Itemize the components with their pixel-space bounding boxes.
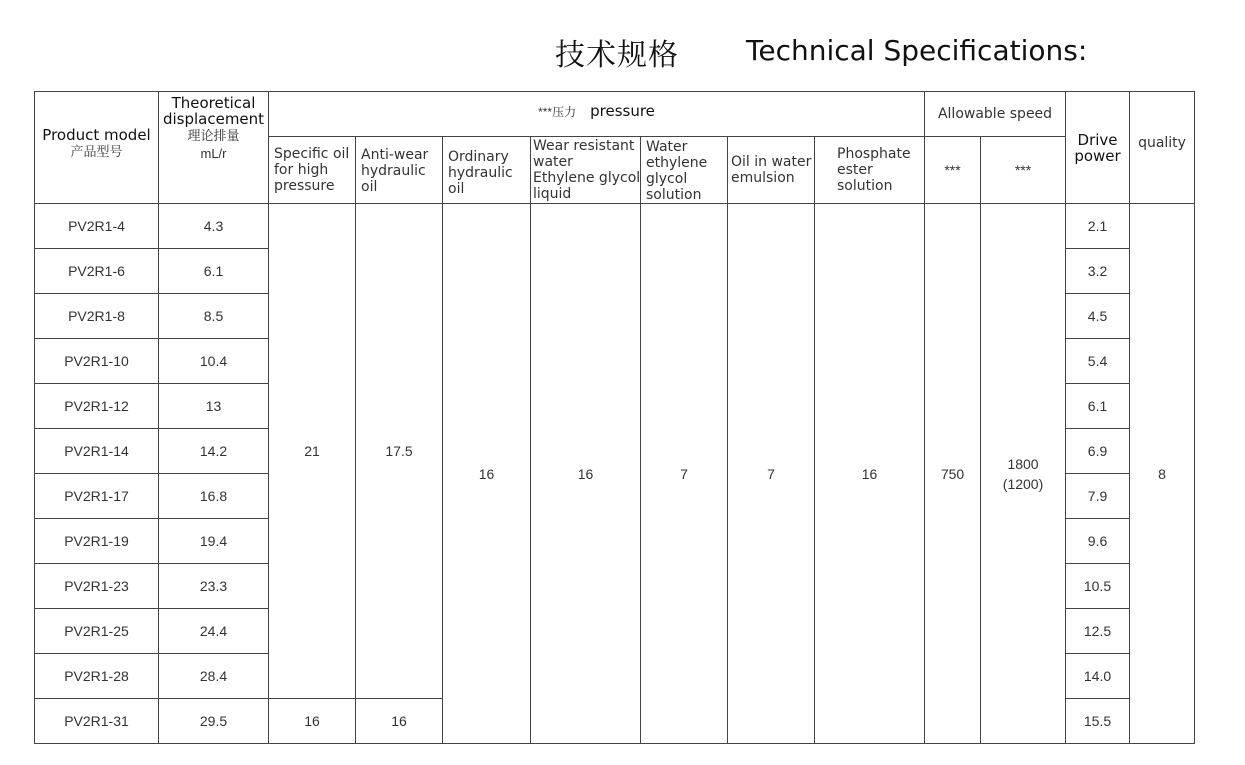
header-fluid-specific-oil-line3: pressure	[274, 178, 335, 194]
cell-model: PV2R1-6	[35, 249, 159, 294]
header-fluid-ordinary-line2: hydraulic	[448, 165, 513, 181]
header-pressure-en: pressure	[590, 102, 655, 120]
cell-model: PV2R1-31	[35, 699, 159, 744]
header-fluid-wear-resistant-line4: liquid	[533, 186, 572, 202]
cell-displacement: 4.3	[159, 204, 269, 249]
cell-model: PV2R1-8	[35, 294, 159, 339]
cell-model: PV2R1-28	[35, 654, 159, 699]
cell-model: PV2R1-14	[35, 429, 159, 474]
cell-drive-power: 14.0	[1066, 654, 1130, 699]
header-fluid-anti-wear-line1: Anti-wear	[361, 147, 429, 163]
page-title-cn: 技术规格	[555, 38, 679, 73]
header-displacement-line1: Theoretical	[171, 94, 256, 112]
header-fluid-specific-oil	[269, 137, 356, 204]
cell-model: PV2R1-25	[35, 609, 159, 654]
cell-displacement: 8.5	[159, 294, 269, 339]
cell-speed2	[981, 204, 1066, 744]
header-fluid-water-ethylene-line4: solution	[646, 187, 702, 203]
header-pressure	[269, 92, 925, 137]
cell-drive-power: 6.9	[1066, 429, 1130, 474]
cell-displacement: 14.2	[159, 429, 269, 474]
header-drive-power	[1066, 92, 1130, 204]
header-speed-sub2: ***	[981, 137, 1066, 204]
page-title-en: Technical Specifications:	[746, 34, 1088, 67]
cell-drive-power: 15.5	[1066, 699, 1130, 744]
cell-model: PV2R1-17	[35, 474, 159, 519]
header-fluid-ordinary-line3: oil	[448, 181, 465, 197]
cell-model: PV2R1-19	[35, 519, 159, 564]
cell-displacement: 19.4	[159, 519, 269, 564]
header-displacement-cn: 理论排量	[187, 128, 240, 143]
cell-water-ethylene: 7	[641, 204, 728, 744]
cell-quality: 8	[1130, 204, 1195, 744]
spec-table	[34, 91, 1195, 744]
cell-drive-power: 12.5	[1066, 609, 1130, 654]
cell-drive-power: 2.1	[1066, 204, 1130, 249]
cell-ordinary: 16	[443, 204, 531, 744]
header-fluid-specific-oil-line1: Specific oil	[274, 146, 350, 162]
cell-displacement: 10.4	[159, 339, 269, 384]
cell-anti-wear: 17.5	[356, 204, 443, 699]
header-product-model-en: Product model	[42, 125, 151, 144]
cell-speed2-paren: (1200)	[1002, 475, 1044, 492]
header-fluid-anti-wear-line2: hydraulic	[361, 163, 426, 179]
cell-displacement: 24.4	[159, 609, 269, 654]
cell-displacement: 29.5	[159, 699, 269, 744]
cell-specific-oil: 21	[269, 204, 356, 699]
header-product-model	[35, 92, 159, 204]
header-fluid-water-ethylene	[641, 137, 728, 204]
cell-model: PV2R1-23	[35, 564, 159, 609]
header-quality: quality	[1130, 92, 1195, 204]
header-fluid-wear-resistant-line3: Ethylene glycol	[533, 170, 640, 186]
cell-displacement: 28.4	[159, 654, 269, 699]
header-speed-sub1: ***	[925, 137, 981, 204]
header-fluid-water-ethylene-line1: Water	[646, 139, 688, 155]
cell-model: PV2R1-12	[35, 384, 159, 429]
cell-drive-power: 3.2	[1066, 249, 1130, 294]
cell-model: PV2R1-10	[35, 339, 159, 384]
header-fluid-phosphate-line2: ester	[837, 162, 873, 178]
header-displacement-unit: mL/r	[200, 146, 227, 161]
header-fluid-anti-wear-line3: oil	[361, 179, 378, 195]
header-fluid-water-ethylene-line3: glycol	[646, 171, 688, 187]
header-displacement	[159, 92, 269, 204]
cell-phosphate: 16	[815, 204, 925, 744]
header-pressure-cn: ***压力	[538, 105, 577, 119]
header-displacement-line2: displacement	[162, 110, 265, 128]
header-fluid-phosphate-line3: solution	[837, 178, 893, 194]
cell-speed1: 750	[925, 204, 981, 744]
header-fluid-anti-wear	[356, 137, 443, 204]
cell-drive-power: 9.6	[1066, 519, 1130, 564]
header-product-model-cn: 产品型号	[70, 143, 123, 159]
header-fluid-ordinary	[443, 137, 531, 204]
cell-model: PV2R1-4	[35, 204, 159, 249]
cell-displacement: 13	[159, 384, 269, 429]
cell-speed2-main: 1800	[1007, 455, 1039, 472]
header-fluid-oil-in-water-line1: Oil in water	[731, 154, 812, 170]
header-fluid-phosphate-line1: Phosphate	[837, 146, 911, 162]
cell-displacement: 6.1	[159, 249, 269, 294]
header-fluid-specific-oil-line2: for high	[274, 162, 329, 178]
cell-displacement: 16.8	[159, 474, 269, 519]
cell-drive-power: 5.4	[1066, 339, 1130, 384]
cell-displacement: 23.3	[159, 564, 269, 609]
header-drive-power-line2: power	[1074, 146, 1121, 165]
header-fluid-wear-resistant-line1: Wear resistant	[533, 138, 635, 154]
cell-wear-resistant: 16	[531, 204, 641, 744]
cell-anti-wear-last: 16	[356, 699, 443, 744]
cell-drive-power: 10.5	[1066, 564, 1130, 609]
header-drive-power-line1: Drive	[1077, 130, 1118, 149]
cell-drive-power: 7.9	[1066, 474, 1130, 519]
header-fluid-wear-resistant	[531, 137, 641, 204]
header-fluid-ordinary-line1: Ordinary	[448, 149, 509, 165]
cell-specific-oil-last: 16	[269, 699, 356, 744]
header-fluid-wear-resistant-line2: water	[533, 154, 573, 170]
header-fluid-oil-in-water	[728, 137, 815, 204]
cell-drive-power: 6.1	[1066, 384, 1130, 429]
cell-drive-power: 4.5	[1066, 294, 1130, 339]
header-allowable-speed: Allowable speed	[925, 92, 1066, 137]
table-row	[35, 204, 1195, 249]
header-fluid-phosphate	[815, 137, 925, 204]
cell-oil-in-water: 7	[728, 204, 815, 744]
header-fluid-water-ethylene-line2: ethylene	[646, 155, 708, 171]
header-fluid-oil-in-water-line2: emulsion	[731, 170, 795, 186]
